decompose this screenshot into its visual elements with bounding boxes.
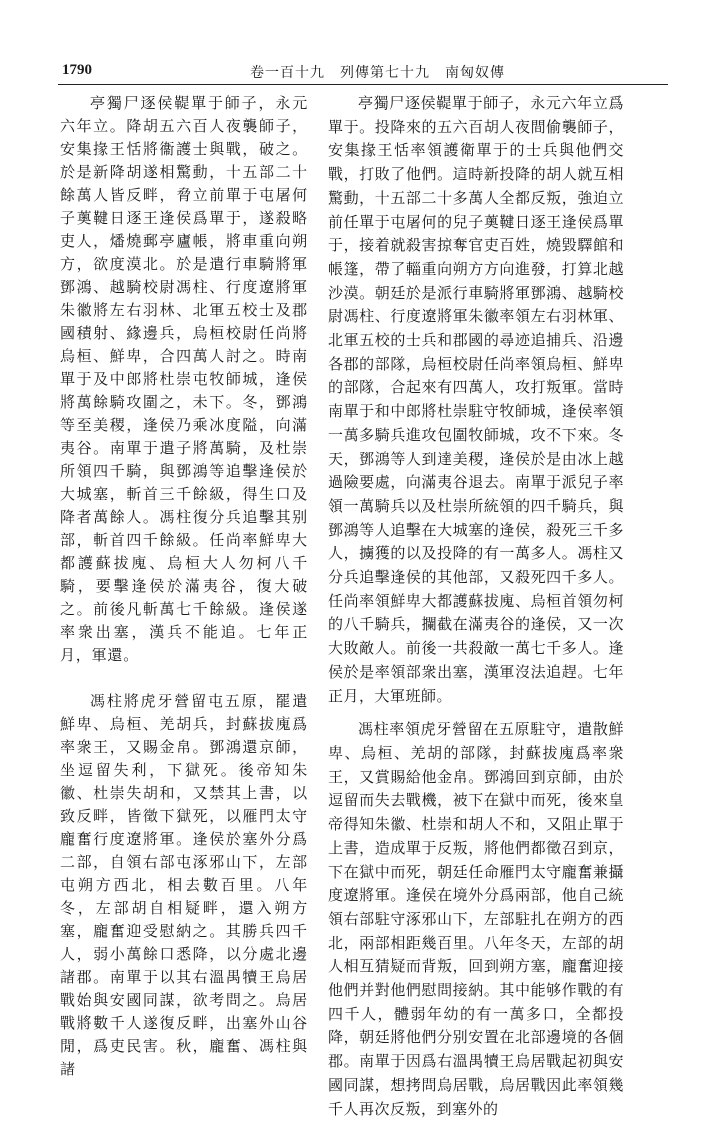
header-rule bbox=[58, 84, 668, 85]
paragraph-gap bbox=[60, 667, 308, 690]
classical-text-column bbox=[60, 92, 308, 1081]
translation-paragraph-1: 亭獨尸逐侯鞮單于師子，永元六年立爲單于。投降來的五六百胡人夜間偷襲師子，安集掾王恬率領護衛單于的士兵與他們交戰，打敗了他們。這時新投降的胡人就互相驚動，十五部二十多萬人全都反叛，強迫立前任單于屯屠何的兒子薁鞬日逐王逢侯爲單于，接着就殺害掠奪官吏百姓，燒毀驛館和帳篷，帶了輜重向朔方方向進發，打算北越沙漠。朝廷於是派行車騎將軍鄧鴻、越騎校尉馮柱、行度遼將軍朱徽率領左右羽林軍、北軍五校的士兵和郡國的尋迹追捕兵、沿邊各郡的部隊，烏桓校尉任尚率領烏桓、鮮卑的部隊，合起來有四萬人，攻打叛軍。當時南單于和中郎將杜崇駐守牧師城，逢侯率領一萬多騎兵進攻包圍牧師城，攻不下來。冬天，鄧鴻等人到達美稷，逢侯於是由冰上越過險要處，向滿夷谷退去。南單于派兒子率領一萬騎兵以及杜崇所統領的四千騎兵，與鄧鴻等人追擊在大城塞的逢侯，殺死三千多人，擄獲的以及投降的有一萬多人。馮柱又分兵追擊逢侯的其他部，又殺死四千多人。任尚率領鮮卑大都護蘇拔廆、烏桓首領勿柯的八千騎兵，攔截在滿夷谷的逢侯，又一次大敗敵人。前後一共殺敵一萬七千多人。逢侯於是率領部衆出塞，漢軍沒法追趕。七年正月，大軍班師。 bbox=[328, 94, 624, 705]
running-head: 卷一百十九 列傳第七十九 南匈奴傳 bbox=[250, 65, 505, 81]
page-number: 1790 bbox=[62, 62, 92, 78]
paragraph-gap bbox=[328, 708, 624, 718]
classical-paragraph-2: 馮柱將虎牙營留屯五原，罷遣鮮卑、烏桓、羌胡兵，封蘇拔廆爲率衆王，又賜金帛。鄧鴻還京師，坐逗留失利，下獄死。後帝知朱徽、杜崇失胡和，又禁其上書，以致反畔，皆徵下獄死，以雁門太守龐奮行度遼將軍。逢侯於塞外分爲二部，自領右部屯涿邪山下，左部屯朔方西北，相去數百里。八年冬，左部胡自相疑畔，還入朔方塞，龐奮迎受慰納之。其勝兵四千人，弱小萬餘口悉降，以分處北邊諸郡。南單于以其右溫禺犢王烏居戰始與安國同謀，欲考問之。烏居戰將數千人遂復反畔，出塞外山谷閒，爲吏民害。秋，龐奮、馮柱與諸 bbox=[60, 692, 308, 1078]
translation-paragraph-2: 馮柱率領虎牙營留在五原駐守，遣散鮮卑、烏桓、羌胡的部隊，封蘇拔廆爲率衆王，又賞賜給他金帛。鄧鴻回到京師，由於逗留而失去戰機，被下在獄中而死，後來皇帝得知朱徽、杜崇和胡人不和，又阻止單于上書，造成單于反叛，將他們都徵召到京，下在獄中而死，朝廷任命雁門太守龐奮兼攝度遼將軍。逢侯在境外分爲兩部，他自己統領右部駐守涿邪山下，左部駐扎在朔方的西北，兩部相距幾百里。八年冬天，左部的胡人相互猜疑而背叛，回到朔方塞，龐奮迎接他們并對他們慰問接納。其中能够作戰的有四千人，體弱年幼的有一萬多口，全都投降，朝廷將他們分别安置在北部邊境的各個郡。南單于因爲右溫禺犢王烏居戰起初與安國同謀，想拷問烏居戰，烏居戰因此率領幾千人再次反叛，到塞外的 bbox=[328, 720, 624, 1118]
translation-text-column bbox=[328, 92, 624, 1121]
classical-paragraph-1: 亭獨尸逐侯鞮單于師子，永元六年立。降胡五六百人夜襲師子，安集掾王恬將衞護士與戰，破之。於是新降胡遂相驚動，十五部二十餘萬人皆反畔，脅立前單于屯屠何子薁鞬日逐王逢侯爲單于，遂殺略吏人，燔燒郵亭廬帳，將車重向朔方，欲度漠北。於是遣行車騎將軍鄧鴻、越騎校尉馮柱、行度遼將軍朱徽將左右羽林、北軍五校士及郡國積射、緣邊兵，烏桓校尉任尚將烏桓、鮮卑，合四萬人討之。時南單于及中郎將杜崇屯牧師城，逢侯將萬餘騎攻圍之，未下。冬，鄧鴻等至美稷，逢侯乃乘冰度隘，向滿夷谷。南單于遣子將萬騎，及杜崇所領四千騎，與鄧鴻等追擊逢侯於大城塞，斬首三千餘級，得生口及降者萬餘人。馮柱復分兵追擊其别部，斬首四千餘級。任尚率鮮卑大都護蘇拔廆、烏桓大人勿柯八千騎，要擊逢侯於滿夷谷，復大破之。前後凡斬萬七千餘級。逢侯遂率衆出塞，漢兵不能追。七年正月，軍還。 bbox=[60, 94, 308, 664]
